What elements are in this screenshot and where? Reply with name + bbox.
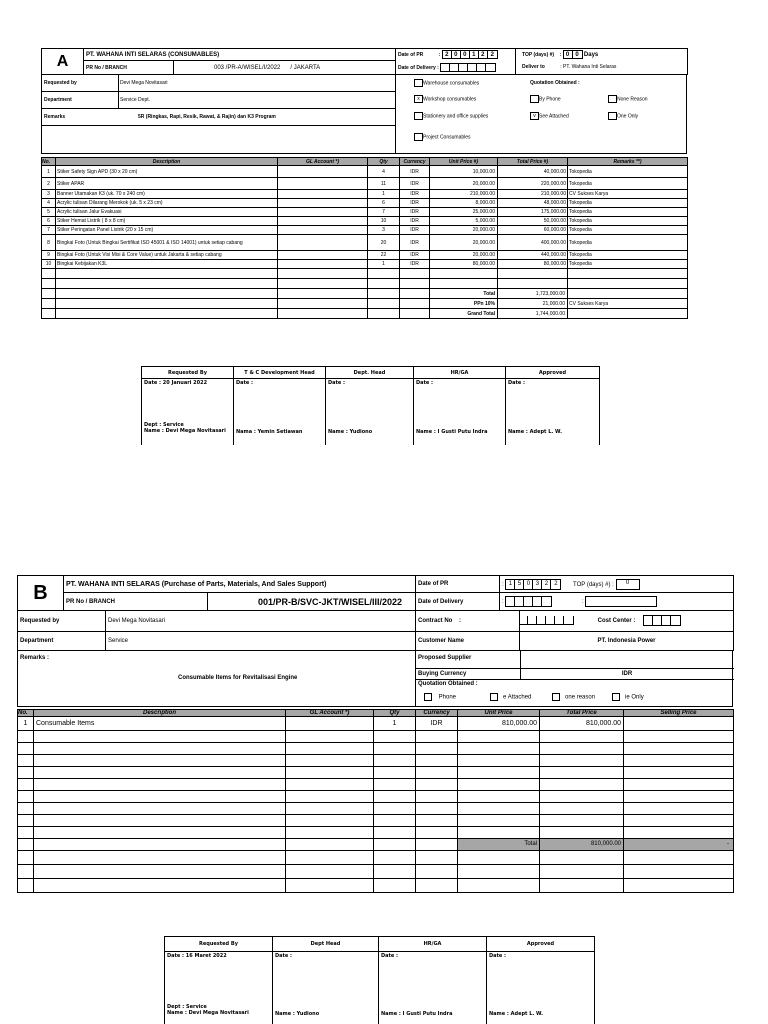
- category-project[interactable]: Project Consumables: [414, 133, 471, 141]
- deliver-to-label: Deliver to: [522, 64, 545, 71]
- row-unit-price: 8,000.00: [430, 199, 498, 208]
- sign-box-requested[interactable]: Date : 20 Januari 2022 Dept : Service Name : Devi Mega Novitasari: [142, 379, 234, 445]
- table-row: [42, 260, 688, 269]
- date-of-pr-field[interactable]: 1 5 0 3 2 2: [505, 579, 561, 590]
- remarks-value: 5R (Ringkas, Rapi, Resik, Rawat, & Rajin) dan K3 Program: [138, 114, 276, 120]
- date-of-delivery-label: Date of Delivery: [416, 593, 500, 611]
- row-number: 1: [42, 166, 56, 178]
- top-unit: Days: [583, 52, 599, 59]
- department-value: Service Dept.: [120, 97, 151, 103]
- sign-header-hrga: HR/GA: [414, 367, 506, 379]
- department-label: Department: [44, 97, 72, 103]
- sign-box-dept[interactable]: Date : Name : Yudiono: [326, 379, 414, 445]
- row-unit-price: 20,000.00: [430, 226, 498, 235]
- table-row: [42, 208, 688, 217]
- customer-label: Customer Name: [416, 631, 520, 650]
- row-number: 4: [42, 199, 56, 208]
- requested-by-value: Devi Mega Novitasari: [106, 611, 416, 631]
- table-row: [42, 199, 688, 208]
- blank-row: [18, 850, 734, 864]
- form-a: [41, 48, 687, 319]
- row-remarks: Tokopedia: [568, 260, 688, 269]
- row-currency: IDR: [400, 235, 430, 251]
- requested-by-label: Requested by: [44, 80, 77, 86]
- row-remarks: Tokopedia: [568, 178, 688, 190]
- row-currency: IDR: [400, 166, 430, 178]
- row-remarks: Tokopedia: [568, 235, 688, 251]
- requested-by-label: Requested by: [18, 611, 106, 631]
- row-number: 9: [42, 251, 56, 260]
- company-name: PT. WAHANA INTI SELARAS (CONSUMABLES): [84, 49, 396, 61]
- row-currency: IDR: [400, 199, 430, 208]
- row-number: 7: [42, 226, 56, 235]
- category-warehouse[interactable]: Warehouse consumables: [414, 79, 479, 87]
- row-number: 1: [18, 716, 34, 730]
- row-total-price: 440,000.00: [498, 251, 568, 260]
- table-row: [42, 166, 688, 178]
- company-name: PT. WAHANA INTI SELARAS (Purchase of Parts, Materials, And Sales Support): [64, 576, 416, 593]
- row-description: Bingkai Foto (Untuk Bingkai Sertifikat ISO 45001 & ISO 14001) untuk setiap cabang: [56, 235, 278, 251]
- row-description: Consumable Items: [34, 716, 286, 730]
- quotation-one-only[interactable]: ie Only: [612, 693, 644, 701]
- table-row: [42, 178, 688, 190]
- row-number: 8: [42, 235, 56, 251]
- currency-label: Buying Currency: [418, 670, 467, 677]
- form-a-signatures: [141, 366, 600, 445]
- quotation-see-attached[interactable]: v See Attached: [530, 112, 569, 120]
- sign-header-requested: Requested By: [142, 367, 234, 379]
- blank-row: [18, 864, 734, 878]
- date-of-delivery-field[interactable]: [440, 63, 496, 72]
- row-currency: IDR: [400, 178, 430, 190]
- table-row: [42, 251, 688, 260]
- sign-header-hrga: HR/GA: [379, 937, 487, 952]
- sign-box-hrga[interactable]: Date : Name : I Gusti Putu Indra: [379, 952, 487, 1024]
- sign-header-dept: Dept Head: [273, 937, 379, 952]
- blank-row: [18, 766, 734, 778]
- row-unit-price: 80,000.00: [430, 260, 498, 269]
- quotation-phone[interactable]: Phone: [424, 693, 456, 701]
- table-row: [42, 217, 688, 226]
- quotation-none-reason[interactable]: None Reason: [608, 95, 648, 103]
- customer-value: PT. Indonesia Power: [520, 631, 734, 650]
- branch: / JAKARTA: [290, 64, 321, 71]
- blank-row: [18, 742, 734, 754]
- date-of-pr-label: Date of PR: [416, 576, 500, 593]
- form-b-items-table: [17, 709, 734, 893]
- quotation-none-reason[interactable]: one reason: [552, 693, 595, 701]
- row-description: Stiker APAR: [56, 178, 278, 190]
- table-row: [42, 190, 688, 199]
- row-currency: IDR: [416, 716, 458, 730]
- requested-by-value: Devi Mega Novitasari: [120, 80, 168, 86]
- row-currency: IDR: [400, 190, 430, 199]
- pr-number: 003 /PR-A/WISEL/I/2022: [214, 64, 281, 71]
- ppn-row: PPn 10% 21,000.00 CV Sukses Karya: [42, 299, 688, 309]
- contract-field[interactable]: [520, 616, 575, 625]
- deliver-to: PT. Wahana Inti Selaras: [562, 64, 617, 71]
- row-total-price: 50,000.00: [498, 217, 568, 226]
- total-row: Total 810,000.00 -: [18, 838, 734, 850]
- row-remarks: Tokopedia: [568, 226, 688, 235]
- row-number: 6: [42, 217, 56, 226]
- blank-row: [18, 790, 734, 802]
- row-unit-price: 5,000.00: [430, 217, 498, 226]
- date-of-delivery-field[interactable]: [505, 596, 552, 607]
- department-value: Service: [106, 631, 416, 650]
- row-remarks: Tokopedia: [568, 208, 688, 217]
- sign-header-tc: T & C Development Head: [234, 367, 326, 379]
- quotation-see-attached[interactable]: e Attached: [490, 693, 531, 701]
- sign-box-approved[interactable]: Date : Name : Adept L. W.: [506, 379, 600, 445]
- row-description: Acrylic tulisan Dilarang Merokok (uk. 5 x 23 cm): [56, 199, 278, 208]
- blank-row: [18, 802, 734, 814]
- row-selling-price: [624, 716, 734, 730]
- row-remarks: Tokopedia: [568, 199, 688, 208]
- row-qty: 3: [368, 226, 400, 235]
- top-field[interactable]: 0: [616, 579, 640, 590]
- form-b: [17, 575, 733, 893]
- row-total-price: 400,000.00: [498, 235, 568, 251]
- row-currency: IDR: [400, 260, 430, 269]
- department-label: Department: [18, 631, 106, 650]
- currency-value: IDR: [621, 670, 633, 677]
- form-b-signatures: [164, 936, 595, 1024]
- total-row: Total 1,723,000.00: [42, 289, 688, 299]
- cost-center-field[interactable]: [643, 615, 681, 626]
- row-total-price: 220,000.00: [498, 178, 568, 190]
- sign-header-dept: Dept. Head: [326, 367, 414, 379]
- row-qty: 11: [368, 178, 400, 190]
- form-a-info: [41, 75, 687, 154]
- row-qty: 1: [368, 190, 400, 199]
- blank-row: [18, 826, 734, 838]
- grand-total-value: 1,744,000.00: [498, 309, 568, 319]
- table-header: No. Description GL Account *) Qty Currency Unit Price #) Total Price #) Remarks **): [42, 158, 688, 166]
- row-qty: 1: [368, 260, 400, 269]
- blank-row: [18, 878, 734, 892]
- contract-label: Contract No: [418, 617, 453, 624]
- blank-row: [42, 269, 688, 279]
- row-qty: 6: [368, 199, 400, 208]
- form-letter: B: [18, 576, 64, 611]
- table-header: No. Description GL Account *) Qty Currency Unit Price Total Price Selling Price: [18, 709, 734, 716]
- remarks-label: Remarks: [44, 114, 66, 120]
- row-unit-price: 25,000.00: [430, 208, 498, 217]
- pr-number: 001/PR-B/SVC-JKT/WISEL/III/2022: [208, 593, 416, 611]
- row-total-price: 40,000.00: [498, 166, 568, 178]
- row-qty: 7: [368, 208, 400, 217]
- form-b-info: Requested by Devi Mega Novitasari Contract No : Cost Center : Department Service Customer Name PT. Indonesia Power: [17, 611, 734, 651]
- row-qty: 10: [368, 217, 400, 226]
- sign-header-approved: Approved: [487, 937, 595, 952]
- pr-label: PR No / BRANCH: [64, 593, 208, 611]
- row-qty: 4: [368, 166, 400, 178]
- top-label: TOP (days) #): [573, 581, 611, 588]
- category-stationery[interactable]: Stationery and office supplies: [414, 112, 488, 120]
- date-of-pr-field[interactable]: 2 0 0 1 2 2: [442, 50, 498, 59]
- blank-row: [18, 814, 734, 826]
- blank-row: [18, 754, 734, 766]
- sign-box-hrga[interactable]: Date : Name : I Gusti Putu Indra: [414, 379, 506, 445]
- supplier-label: Proposed Supplier: [418, 654, 472, 661]
- table-row: [18, 716, 734, 730]
- row-total-price: 810,000.00: [540, 716, 624, 730]
- sign-box-approved[interactable]: Date : Name : Adept L. W.: [487, 952, 595, 1024]
- total-selling: -: [624, 838, 734, 850]
- blank-row: [42, 279, 688, 289]
- row-remarks: Tokopedia: [568, 251, 688, 260]
- row-unit-price: 20,000.00: [430, 251, 498, 260]
- row-total-price: 60,000.00: [498, 226, 568, 235]
- grand-total-row: Grand Total 1,744,000.00: [42, 309, 688, 319]
- pr-label: PR No / BRANCH: [84, 61, 174, 75]
- sign-box-dept[interactable]: Date : Name : Yudiono: [273, 952, 379, 1024]
- row-description: Bingkai Kebijakan K3L: [56, 260, 278, 269]
- row-unit-price: 20,000.00: [430, 235, 498, 251]
- row-unit-price: 810,000.00: [458, 716, 540, 730]
- row-remarks: Tokopedia: [568, 217, 688, 226]
- row-currency: IDR: [400, 226, 430, 235]
- cost-center-label: Cost Center :: [597, 618, 636, 625]
- row-number: 10: [42, 260, 56, 269]
- sign-box-tc[interactable]: Date : Nama : Yemin Setiawan: [234, 379, 326, 445]
- quotation-label: Quotation Obtained :: [530, 80, 580, 86]
- table-row: [42, 226, 688, 235]
- blank-row: [18, 778, 734, 790]
- sign-box-requested[interactable]: Date : 16 Maret 2022 Dept : Service Name : Devi Mega Novitasari: [165, 952, 273, 1024]
- row-currency: IDR: [400, 208, 430, 217]
- row-number: 2: [42, 178, 56, 190]
- row-description: Stiker Peringatan Panel Listrik (20 x 15 cm): [56, 226, 278, 235]
- row-description: Stiker Safety Sign APD (30 x 20 cm): [56, 166, 278, 178]
- quotation-label: Quotation Obtained :: [418, 680, 478, 687]
- form-a-items-table: [41, 157, 688, 319]
- row-total-price: 48,000.00: [498, 199, 568, 208]
- top-field[interactable]: 0 0: [563, 50, 583, 59]
- row-description: Stiker Hemat Listrik ( 8 x 8 cm): [56, 217, 278, 226]
- total-value: 1,723,000.00: [498, 289, 568, 299]
- row-unit-price: 20,000.00: [430, 178, 498, 190]
- quotation-one-only[interactable]: One Only: [608, 112, 638, 120]
- row-total-price: 80,000.00: [498, 260, 568, 269]
- row-description: Banner Utamakan K3 (uk. 70 x 240 cm): [56, 190, 278, 199]
- category-workshop[interactable]: x Workshop consumables: [414, 95, 476, 103]
- row-currency: IDR: [400, 217, 430, 226]
- date-of-delivery-label: Date of Delivery: [398, 64, 436, 71]
- table-row: [42, 235, 688, 251]
- sign-header-requested: Requested By: [165, 937, 273, 952]
- row-currency: IDR: [400, 251, 430, 260]
- row-total-price: 210,000.00: [498, 190, 568, 199]
- date-of-pr-label: Date of PR: [398, 52, 424, 59]
- row-remarks: CV Sukses Karya: [568, 190, 688, 199]
- form-letter: A: [42, 49, 84, 75]
- sign-header-approved: Approved: [506, 367, 600, 379]
- row-number: 3: [42, 190, 56, 199]
- quotation-by-phone[interactable]: By Phone: [530, 95, 561, 103]
- remarks-value: Consumable Items for Revitalisasi Engine: [178, 674, 298, 681]
- row-qty: 20: [368, 235, 400, 251]
- ppn-value: 21,000.00: [498, 299, 568, 309]
- row-total-price: 175,000.00: [498, 208, 568, 217]
- form-b-header: B PT. WAHANA INTI SELARAS (Purchase of Parts, Materials, And Sales Support) Date of PR : 1 5 0 3 2 2 TOP (days) #) : 0 PR No / BRANCH 001/PR-B/SVC-JKT/WISEL/III/2022 Date of Delivery : :: [17, 575, 734, 611]
- remarks-label: Remarks :: [20, 654, 50, 661]
- total-value: 810,000.00: [540, 838, 624, 850]
- row-description: Bingkai Foto (Untuk Visi Misi & Core Value) untuk Jakarta & setiap cabang: [56, 251, 278, 260]
- row-remarks: Tokopedia: [568, 166, 688, 178]
- row-qty: 1: [374, 716, 416, 730]
- row-unit-price: 10,000.00: [430, 166, 498, 178]
- row-description: Acrylic tulisan Jalur Evakuasi: [56, 208, 278, 217]
- form-b-remarks: [17, 651, 733, 707]
- row-unit-price: 210,000.00: [430, 190, 498, 199]
- delivery-note-field[interactable]: [585, 596, 657, 607]
- blank-row: [18, 730, 734, 742]
- row-number: 5: [42, 208, 56, 217]
- form-a-header: A PT. WAHANA INTI SELARAS (CONSUMABLES) Date of PR : 2 0 0 1 2 2 TOP (days) #) : 0 0 Days PR No / BRANCH 003 /PR-A/WISEL/I/2022 / JAKARTA Date of Delivery : Deliver to : PT. Wahana Inti Selaras: [41, 48, 688, 75]
- row-qty: 22: [368, 251, 400, 260]
- top-label: TOP (days) #): [522, 52, 555, 59]
